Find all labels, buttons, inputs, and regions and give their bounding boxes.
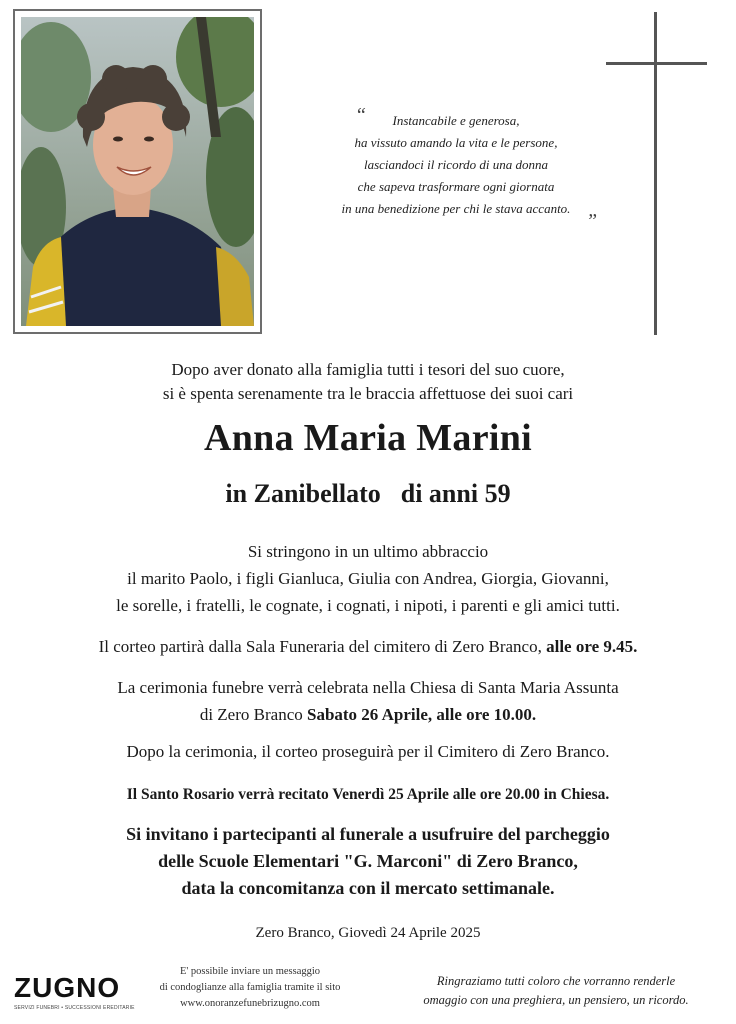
condolence-info bbox=[140, 964, 360, 1012]
cross-horizontal-bar bbox=[606, 62, 707, 65]
intro-line-2: si è spenta serenamente tra le braccia affettuose dei suoi cari bbox=[162, 384, 574, 403]
zugno-logo bbox=[14, 972, 135, 1011]
logo-wordmark: ZUGNO bbox=[14, 972, 121, 1003]
memorial-quote bbox=[300, 110, 612, 220]
quote-line: lasciandoci il ricordo di una donna bbox=[363, 157, 549, 172]
thanks-line-1: Ringraziamo tutti coloro che vorranno renderle bbox=[436, 974, 676, 988]
after-ceremony-info: Dopo la cerimonia, il corteo proseguirà per il Cimitero di Zero Branco. bbox=[126, 742, 610, 761]
parking-line-2: delle Scuole Elementari "G. Marconi" di Zero Branco, bbox=[158, 851, 578, 871]
condolence-line-2: di condoglianze alla famiglia tramite il sito bbox=[159, 982, 341, 993]
quote-line: ha vissuto amando la vita e le persone, bbox=[354, 135, 558, 150]
parking-line-3: data la concomitanza con il mercato settimanale. bbox=[181, 878, 555, 898]
ceremony-line-1: La cerimonia funebre verrà celebrata nella Chiesa di Santa Maria Assunta bbox=[117, 678, 619, 697]
dateline: Zero Branco, Giovedì 24 Aprile 2025 bbox=[255, 925, 481, 941]
cross-vertical-bar bbox=[654, 12, 657, 335]
ceremony-datetime: Sabato 26 Aprile, alle ore 10.00. bbox=[306, 705, 537, 724]
quote-line: in una benedizione per chi le stava accanto. bbox=[341, 201, 571, 216]
married-name: in Zanibellato bbox=[225, 479, 381, 508]
quote-line: Instancabile e generosa, bbox=[392, 113, 520, 128]
deceased-name: Anna Maria Marini bbox=[203, 417, 533, 459]
portrait-photo bbox=[21, 17, 254, 326]
quote-close-mark: ” bbox=[586, 210, 598, 232]
ceremony-line-2 bbox=[0, 701, 736, 728]
age: di anni 59 bbox=[400, 479, 511, 508]
quote-line: che sapeva trasformare ogni giornata bbox=[357, 179, 555, 194]
quote-open-mark: “ bbox=[355, 104, 367, 126]
rosary-info: Il Santo Rosario verrà recitato Venerdì 25 Aprile alle ore 20.00 in Chiesa. bbox=[126, 786, 610, 803]
condolence-line-1: E' possibile inviare un messaggio bbox=[179, 966, 321, 977]
thanks-note bbox=[386, 972, 726, 1010]
mourners-text bbox=[0, 538, 736, 619]
parking-info bbox=[0, 821, 736, 902]
condolence-website-link[interactable]: www.onoranzefunebrizugno.com bbox=[180, 998, 320, 1009]
thanks-line-2: omaggio con una preghiera, un pensiero, un ricordo. bbox=[423, 993, 689, 1007]
cortege-time: alle ore 9.45. bbox=[546, 637, 638, 656]
logo-tagline: SERVIZI FUNEBRI • SUCCESSIONI EREDITARIE bbox=[14, 1005, 135, 1011]
portrait-photo-frame bbox=[13, 9, 262, 334]
cortege-info bbox=[0, 633, 736, 660]
cortege-text: Il corteo partirà dalla Sala Funeraria del cimitero di Zero Branco, bbox=[98, 637, 547, 656]
deceased-subtitle bbox=[0, 476, 736, 512]
mourners-line-3: le sorelle, i fratelli, le cognate, i cognati, i nipoti, i parenti e gli amici tutti. bbox=[116, 596, 620, 615]
intro-line-1: Dopo aver donato alla famiglia tutti i tesori del suo cuore, bbox=[171, 360, 565, 379]
mourners-line-2: il marito Paolo, i figli Gianluca, Giulia con Andrea, Giorgia, Giovanni, bbox=[127, 569, 609, 588]
mourners-line-1: Si stringono in un ultimo abbraccio bbox=[247, 542, 489, 561]
parking-line-1: Si invitano i partecipanti al funerale a usufruire del parcheggio bbox=[126, 824, 610, 844]
intro-text bbox=[0, 358, 736, 406]
ceremony-info bbox=[0, 674, 736, 728]
ceremony-place: di Zero Branco bbox=[199, 705, 307, 724]
